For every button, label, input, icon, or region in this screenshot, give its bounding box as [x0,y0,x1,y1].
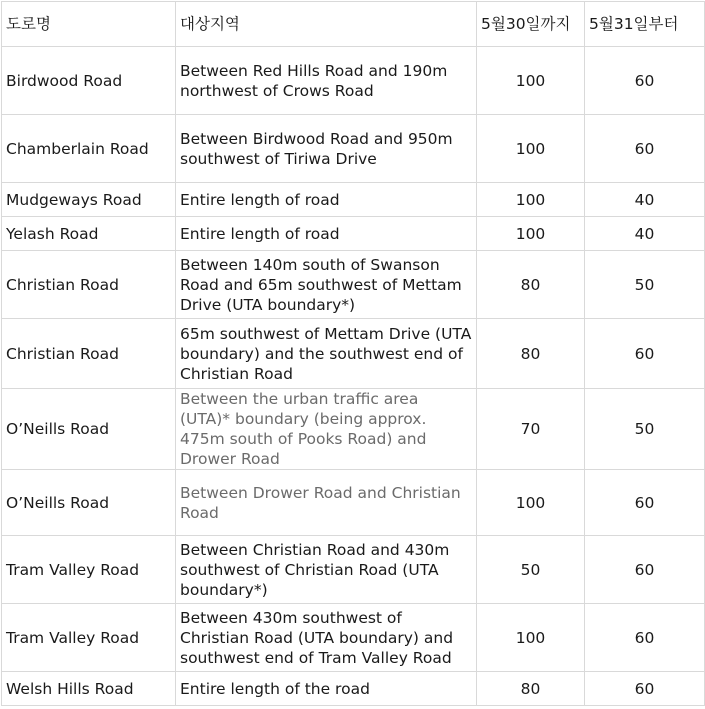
area-cell: Between Red Hills Road and 190m northwest of Crows Road [176,47,477,115]
table-row [2,115,705,183]
area-cell: Between 140m south of Swanson Road and 65m southwest of Mettam Drive (UTA boundary*) [176,251,477,319]
limit-after-cell: 60 [585,604,705,672]
limit-before-cell: 80 [477,672,585,706]
limit-before-cell: 50 [477,536,585,604]
table-row [2,183,705,217]
road-cell: Chamberlain Road [2,115,176,183]
limit-before-cell: 100 [477,470,585,536]
table-row [2,604,705,672]
road-cell: Welsh Hills Road [2,672,176,706]
limit-before-cell: 70 [477,389,585,470]
area-cell: Between Drower Road and Christian Road [176,470,477,536]
limit-before-cell: 100 [477,183,585,217]
table-row [2,217,705,251]
area-cell: 65m southwest of Mettam Drive (UTA boundary) and the southwest end of Christian Road [176,319,477,389]
limit-before-cell: 100 [477,47,585,115]
table-row [2,470,705,536]
road-cell: Christian Road [2,251,176,319]
road-cell: O’Neills Road [2,389,176,470]
header-row [2,2,705,47]
limit-after-cell: 60 [585,470,705,536]
area-cell: Between 430m southwest of Christian Road (UTA boundary) and southwest end of Tram Valley Road [176,604,477,672]
area-cell: Between the urban traffic area (UTA)* boundary (being approx. 475m south of Pooks Road) and Drower Road [176,389,477,470]
table-row [2,536,705,604]
header-after: 5월31일부터 [585,2,705,47]
area-cell: Between Christian Road and 430m southwest of Christian Road (UTA boundary*) [176,536,477,604]
area-cell: Entire length of road [176,217,477,251]
area-cell: Entire length of road [176,183,477,217]
area-cell: Entire length of the road [176,672,477,706]
road-cell: Birdwood Road [2,47,176,115]
limit-after-cell: 60 [585,536,705,604]
road-cell: Tram Valley Road [2,536,176,604]
road-cell: Yelash Road [2,217,176,251]
limit-before-cell: 100 [477,217,585,251]
limit-after-cell: 50 [585,251,705,319]
header-area: 대상지역 [176,2,477,47]
limit-after-cell: 40 [585,183,705,217]
limit-after-cell: 50 [585,389,705,470]
header-road: 도로명 [2,2,176,47]
road-cell: O’Neills Road [2,470,176,536]
limit-after-cell: 60 [585,319,705,389]
table-row [2,47,705,115]
table-row [2,672,705,706]
limit-after-cell: 40 [585,217,705,251]
limit-before-cell: 100 [477,604,585,672]
road-cell: Christian Road [2,319,176,389]
table-row [2,389,705,470]
table-row [2,251,705,319]
limit-after-cell: 60 [585,115,705,183]
road-cell: Mudgeways Road [2,183,176,217]
header-before: 5월30일까지 [477,2,585,47]
area-cell: Between Birdwood Road and 950m southwest of Tiriwa Drive [176,115,477,183]
speed-limit-table [1,1,705,706]
limit-before-cell: 80 [477,319,585,389]
limit-after-cell: 60 [585,672,705,706]
limit-after-cell: 60 [585,47,705,115]
table-row [2,319,705,389]
limit-before-cell: 80 [477,251,585,319]
road-cell: Tram Valley Road [2,604,176,672]
limit-before-cell: 100 [477,115,585,183]
